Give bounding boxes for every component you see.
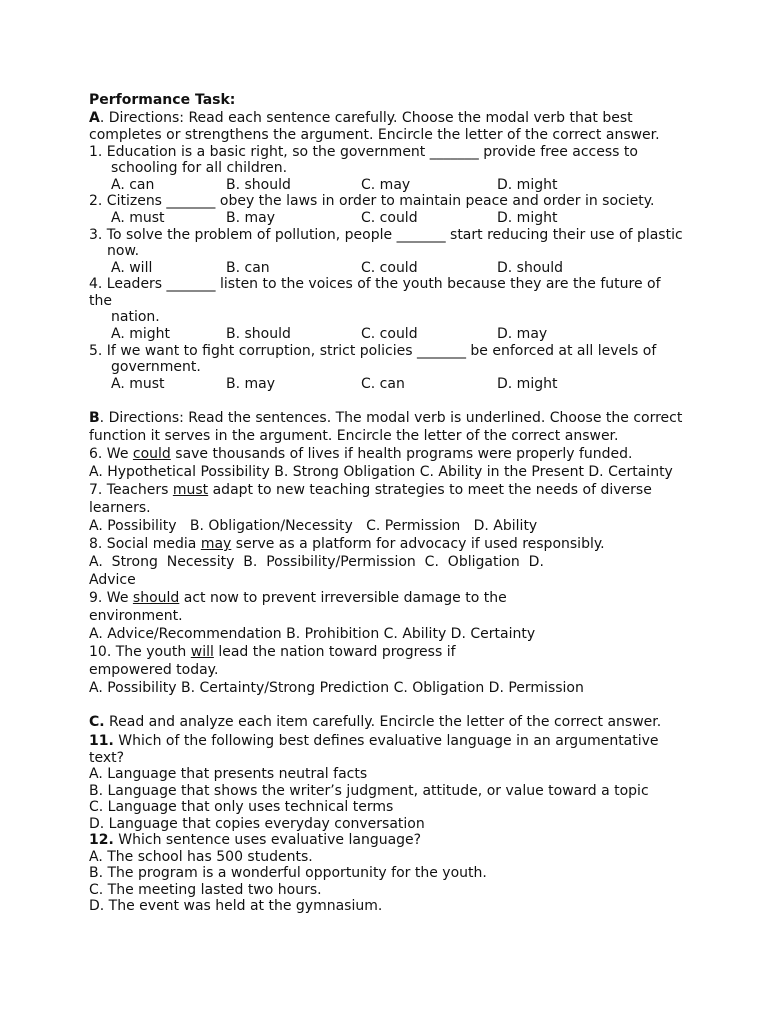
q11-option-c: C. Language that only uses technical terms bbox=[89, 799, 394, 815]
q10-options: A. Possibility B. Certainty/Strong Prediction C. Obligation D. Permission bbox=[89, 680, 584, 696]
q12-option-c: C. The meeting lasted two hours. bbox=[89, 882, 322, 898]
q1-option-d: D. might bbox=[497, 177, 558, 193]
q1-option-b: B. should bbox=[226, 177, 291, 193]
question-9-cont: environment. bbox=[89, 608, 183, 624]
q8-options: A. Strong Necessity B. Possibility/Permission C. Obligation D. bbox=[89, 554, 544, 570]
modal-verb: could bbox=[132, 446, 171, 462]
part-a-letter: A bbox=[89, 110, 100, 126]
q7-options: A. Possibility B. Obligation/Necessity C. Permission D. Ability bbox=[89, 518, 538, 534]
part-b-directions: B. Directions: Read the sentences. The modal verb is underlined. Choose the correct bbox=[89, 410, 683, 426]
q3-option-a: A. will bbox=[111, 260, 153, 276]
q12-option-d: D. The event was held at the gymnasium. bbox=[89, 898, 383, 914]
question-9: 9. We should act now to prevent irreversible damage to the bbox=[89, 590, 507, 606]
modal-verb: must bbox=[172, 482, 209, 498]
q2-option-c: C. could bbox=[361, 210, 418, 226]
question-4-cont-2: nation. bbox=[111, 309, 160, 325]
q12-option-a: A. The school has 500 students. bbox=[89, 849, 313, 865]
q5-option-a: A. must bbox=[111, 376, 165, 392]
q3-option-b: B. can bbox=[226, 260, 270, 276]
question-12: 12. Which sentence uses evaluative language? bbox=[89, 832, 422, 848]
q8-options-cont: Advice bbox=[89, 572, 136, 588]
q4-option-b: B. should bbox=[226, 326, 291, 342]
modal-verb: should bbox=[132, 590, 180, 606]
q9-options: A. Advice/Recommendation B. Prohibition C. Ability D. Certainty bbox=[89, 626, 536, 642]
question-2: 2. Citizens _______ obey the laws in order to maintain peace and order in society. bbox=[89, 193, 655, 209]
q12-option-b: B. The program is a wonderful opportunity for the youth. bbox=[89, 865, 487, 881]
question-7: 7. Teachers must adapt to new teaching strategies to meet the needs of diverse bbox=[89, 482, 652, 498]
question-3: 3. To solve the problem of pollution, people _______ start reducing their use of plastic bbox=[89, 227, 683, 243]
question-5: 5. If we want to fight corruption, strict policies _______ be enforced at all levels of bbox=[89, 343, 657, 359]
q4-option-d: D. may bbox=[497, 326, 548, 342]
question-10: 10. The youth will lead the nation toward progress if bbox=[89, 644, 456, 660]
part-b-letter: B bbox=[89, 410, 100, 426]
q11-option-b: B. Language that shows the writer’s judgment, attitude, or value toward a topic bbox=[89, 783, 649, 799]
modal-verb: will bbox=[190, 644, 214, 660]
part-a-directions-cont: completes or strengthens the argument. Encircle the letter of the correct answer. bbox=[89, 127, 660, 143]
q4-option-c: C. could bbox=[361, 326, 418, 342]
part-c-directions: C. Read and analyze each item carefully. Encircle the letter of the correct answer. bbox=[89, 714, 662, 730]
question-8: 8. Social media may serve as a platform for advocacy if used responsibly. bbox=[89, 536, 605, 552]
task-title: Performance Task: bbox=[89, 92, 236, 108]
q11-option-d: D. Language that copies everyday conversation bbox=[89, 816, 425, 832]
question-6: 6. We could save thousands of lives if health programs were properly funded. bbox=[89, 446, 633, 462]
question-4-cont: the bbox=[89, 293, 112, 309]
question-3-cont: now. bbox=[107, 243, 140, 259]
part-c-letter: C. bbox=[89, 714, 105, 730]
q5-option-c: C. can bbox=[361, 376, 405, 392]
q2-option-d: D. might bbox=[497, 210, 558, 226]
q6-options: A. Hypothetical Possibility B. Strong Obligation C. Ability in the Present D. Certainty bbox=[89, 464, 673, 480]
question-7-cont: learners. bbox=[89, 500, 151, 516]
question-5-cont: government. bbox=[111, 359, 201, 375]
question-4: 4. Leaders _______ listen to the voices of the youth because they are the future of bbox=[89, 276, 661, 292]
question-1-cont: schooling for all children. bbox=[111, 160, 288, 176]
q5-option-d: D. might bbox=[497, 376, 558, 392]
question-1: 1. Education is a basic right, so the government _______ provide free access to bbox=[89, 144, 638, 160]
part-a-directions: A. Directions: Read each sentence carefully. Choose the modal verb that best bbox=[89, 110, 633, 126]
part-b-directions-cont: function it serves in the argument. Encircle the letter of the correct answer. bbox=[89, 428, 619, 444]
question-10-cont: empowered today. bbox=[89, 662, 219, 678]
q5-option-b: B. may bbox=[226, 376, 276, 392]
question-11-cont: text? bbox=[89, 750, 125, 766]
q4-option-a: A. might bbox=[111, 326, 171, 342]
q2-option-a: A. must bbox=[111, 210, 165, 226]
q11-option-a: A. Language that presents neutral facts bbox=[89, 766, 368, 782]
q2-option-b: B. may bbox=[226, 210, 276, 226]
q3-option-c: C. could bbox=[361, 260, 418, 276]
q1-option-c: C. may bbox=[361, 177, 411, 193]
question-11: 11. Which of the following best defines evaluative language in an argumentative bbox=[89, 733, 659, 749]
q3-option-d: D. should bbox=[497, 260, 564, 276]
q1-option-a: A. can bbox=[111, 177, 155, 193]
modal-verb: may bbox=[200, 536, 232, 552]
